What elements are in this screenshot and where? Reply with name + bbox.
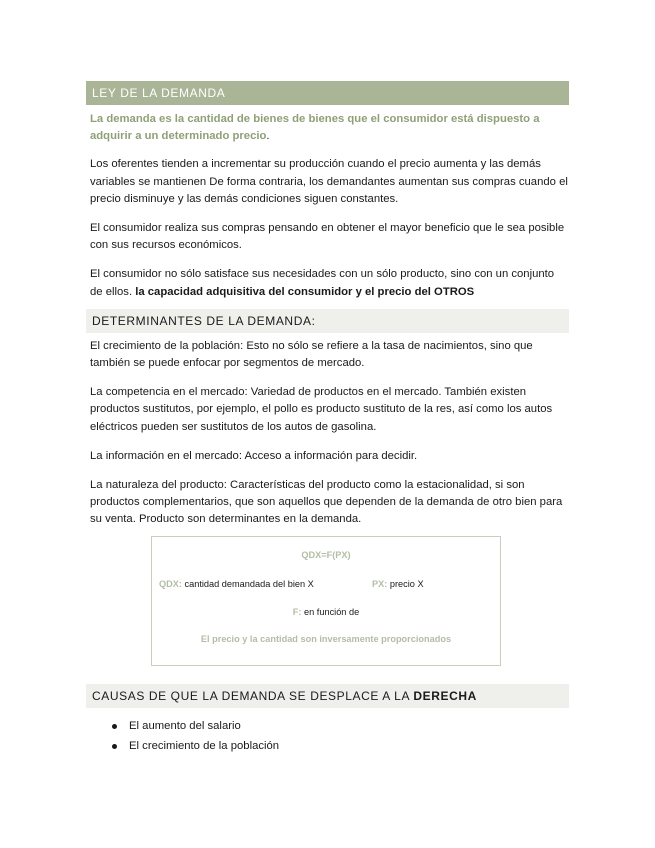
f-key: F: xyxy=(292,606,302,617)
heading-text: DETERMINANTES DE LA DEMANDA: xyxy=(92,313,316,328)
lead-text: La demanda es la cantidad de bienes de bienes que el consumidor está dispuesto a adquirir a un determinado precio xyxy=(90,113,540,143)
heading-text xyxy=(92,689,477,703)
list-item: El aumento del salario xyxy=(86,716,569,736)
paragraph-oferentes: Los oferentes tienden a incrementar su producción cuando el precio aumenta y las demás variables se mantienen De forma contraria, los demandantes aumentan sus compras cuando el precio disminuye y las demás condiciones siguen constantes. xyxy=(90,158,568,205)
paragraph-conjunto-text: El consumidor no sólo satisface sus necesidades con un sólo producto, sino con un conjunto de ellos. xyxy=(90,268,555,298)
formula-box xyxy=(151,536,501,666)
lead-period: . xyxy=(266,130,270,143)
formula-qdx xyxy=(159,579,372,589)
formula-px xyxy=(372,579,424,589)
formula-definitions xyxy=(159,579,493,589)
paragraph-conjunto-bold: la capacidad adquisitiva del consumidor y el precio del OTROS xyxy=(135,285,475,298)
qdx-text: cantidad demandada del bien X xyxy=(181,578,314,589)
lead-definition xyxy=(86,111,569,145)
paragraph-consumidor: El consumidor realiza sus compras pensando en obtener el mayor beneficio que le sea posible con sus recursos económicos. xyxy=(90,222,565,252)
paragraph-crecimiento: El crecimiento de la población: Esto no sólo se refiere a la tasa de nacimientos, sino que también se puede enfocar por segmentos de mercado. xyxy=(90,339,533,370)
formula-f xyxy=(152,607,500,617)
px-text: precio X xyxy=(387,578,424,589)
paragraph-naturaleza: La naturaleza del producto: Características del producto como la estacionalidad, si son productos complementarios, que son aquellos que dependen de la demanda de otro bien para su venta. Producto son determinantes en la demanda. xyxy=(90,479,563,526)
causas-list xyxy=(86,716,569,756)
heading-causas-text: CAUSAS DE QUE LA DEMANDA SE DESPLACE A LA xyxy=(92,688,414,703)
f-text: en función de xyxy=(301,606,360,617)
list-item: El crecimiento de la población xyxy=(86,736,569,756)
paragraph-competencia: La competencia en el mercado: Variedad de productos en el mercado. También existen productos sustitutos, por ejemplo, el pollo es producto sustituto de la res, así como los autos eléctricos pueden ser sustitutos de los autos de gasolina. xyxy=(90,386,553,433)
heading-text: LEY DE LA DEMANDA xyxy=(92,86,226,100)
document-page xyxy=(86,81,569,756)
px-key: PX: xyxy=(372,578,388,589)
formula-note: El precio y la cantidad son inversamente proporcionados xyxy=(200,633,452,644)
section-heading-causas xyxy=(86,684,569,708)
heading-causas-bold: DERECHA xyxy=(413,688,477,703)
section-heading-ley-demanda xyxy=(86,81,569,105)
paragraph-conjunto xyxy=(86,266,569,300)
section-heading-determinantes xyxy=(86,309,569,333)
paragraph-informacion: La información en el mercado: Acceso a información para decidir. xyxy=(90,449,418,462)
formula-title: QDX=F(PX) xyxy=(301,549,351,560)
qdx-key: QDX: xyxy=(159,578,182,589)
